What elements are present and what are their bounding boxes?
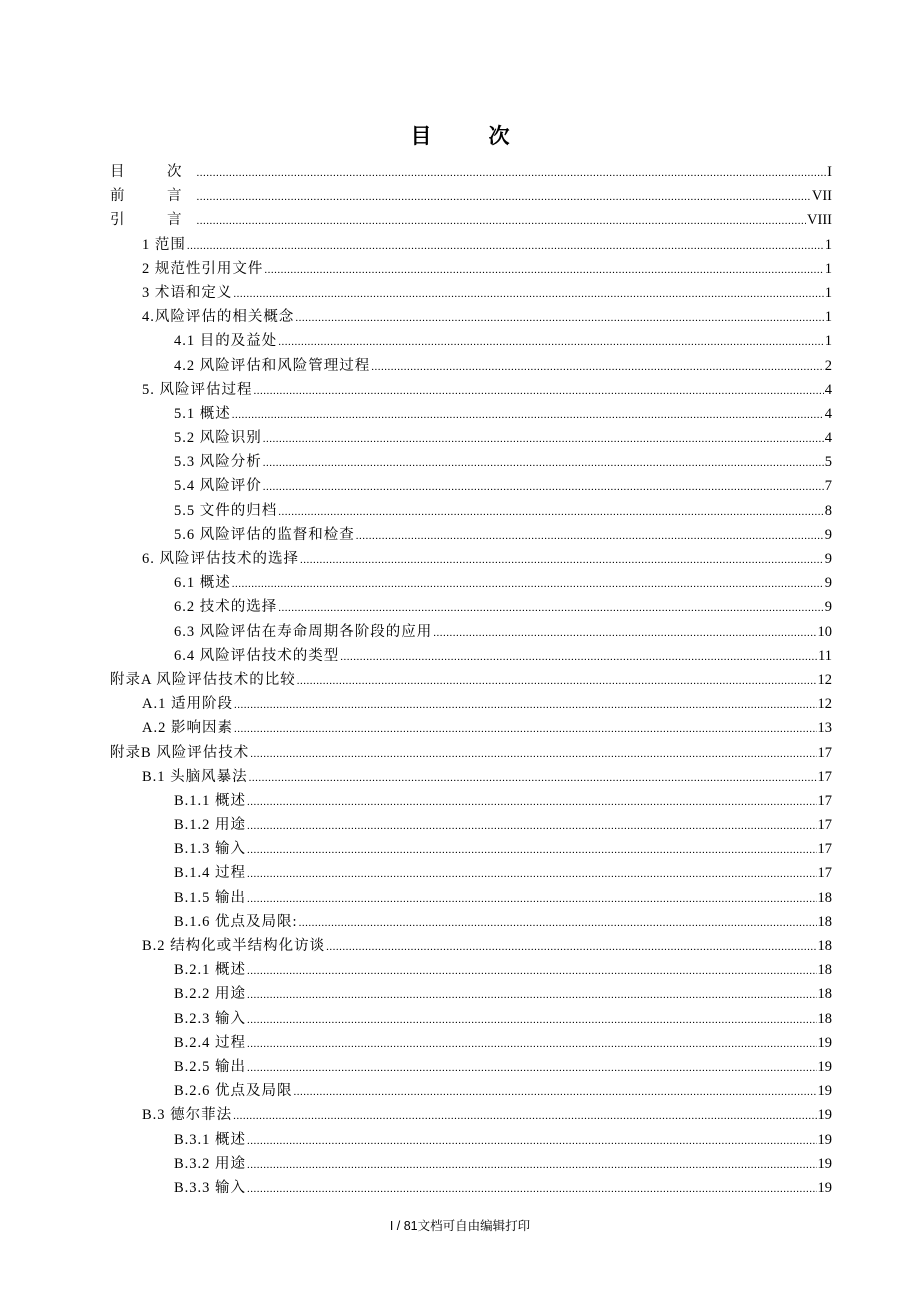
toc-entry-page-number: 10 [817,623,832,640]
toc-dot-leader [232,572,824,596]
toc-entry-label: 附录A 风险评估技术的比较 [110,671,296,688]
toc-entry-label: B.2 结构化或半结构化访谈 [142,938,326,954]
toc-entry-label: B.2.2 用途 [174,986,247,1003]
toc-dot-leader [250,742,816,766]
toc-dot-leader [249,766,817,790]
toc-entry-label: 6.3 风险评估在寿命周期各阶段的应用 [174,623,433,640]
toc-entry-page-number: 17 [817,768,832,785]
toc-entry-page-number: 13 [817,720,832,737]
toc-entry[interactable] [110,716,832,740]
toc-entry-page-number: 17 [817,841,832,858]
toc-entry[interactable] [110,1079,832,1103]
toc-entry-page-number: 4 [824,381,832,398]
toc-dot-leader [300,548,824,572]
toc-entry-page-number: 1 [824,260,832,277]
toc-dot-leader [197,185,811,209]
toc-entry-page-number: VII [811,188,832,205]
toc-entry-page-number: 5 [824,454,832,471]
toc-dot-leader [233,1104,816,1128]
toc-entry[interactable] [110,958,832,982]
toc-entry-label: 目 次 [110,164,196,180]
toc-entry-label: B.3.3 输入 [174,1179,247,1196]
toc-entry[interactable] [110,837,832,861]
toc-entry-page-number: 12 [817,671,832,688]
toc-entry[interactable] [110,305,832,329]
toc-entry-label: B.3 德尔菲法 [142,1107,233,1124]
toc-dot-leader [247,1129,816,1153]
toc-title: 目 次 [410,124,528,148]
toc-entry-label: B.3.2 用途 [174,1155,247,1172]
toc-entry-page-number: 18 [817,889,832,906]
toc-entry[interactable] [110,934,832,958]
toc-entry-page-number: 17 [817,792,832,809]
toc-dot-leader [233,282,823,306]
toc-dot-leader [247,862,816,886]
toc-dot-leader [263,475,824,499]
toc-dot-leader [254,379,824,403]
toc-entry-page-number: I [827,164,832,180]
toc-entry-page-number: 18 [817,913,832,930]
toc-entry-label: B.1.4 过程 [174,865,247,882]
toc-entry[interactable] [110,765,832,789]
toc-entry-label: 5.3 风险分析 [174,454,262,471]
toc-entry[interactable] [110,644,832,668]
toc-entry-label: B.3.1 概述 [174,1131,247,1148]
toc-dot-leader [197,161,827,185]
toc-entry[interactable] [110,402,832,426]
toc-entry-label: B.1.3 输入 [174,841,247,858]
toc-entry-page-number: 1 [824,309,832,326]
toc-entry-page-number: 18 [817,986,832,1003]
toc-entry-page-number: 17 [817,744,832,761]
toc-entry[interactable] [110,982,832,1006]
toc-entry-page-number: 1 [824,236,832,253]
toc-entry[interactable] [110,910,832,934]
toc-entry[interactable] [110,1007,832,1031]
toc-entry-label: 4.2 风险评估和风险管理过程 [174,357,371,374]
toc-entry[interactable] [110,620,832,644]
page-footer: I / 81文档可自由编辑打印 [389,1219,531,1233]
toc-dot-leader [247,838,816,862]
toc-entry-page-number: 7 [824,478,832,495]
toc-entry-label: 6.1 概述 [174,575,231,592]
toc-entry[interactable] [110,1055,832,1079]
toc-entry-label: 6. 风险评估技术的选择 [142,551,299,567]
toc-entry-label: 6.2 技术的选择 [174,599,278,616]
toc-entry-label: B.2.5 输出 [174,1058,247,1075]
toc-dot-leader [247,887,816,911]
toc-entry-page-number: 18 [817,938,832,954]
toc-entry[interactable] [110,789,832,813]
toc-dot-leader [297,669,817,693]
toc-entry[interactable] [110,571,832,595]
toc-entry-label: A.2 影响因素 [142,720,233,737]
toc-entry[interactable] [110,861,832,885]
toc-dot-leader [247,983,816,1007]
toc-entry-label: A.1 适用阶段 [142,696,233,713]
toc-entry[interactable] [110,233,832,257]
toc-entry-page-number: VIII [807,212,832,229]
toc-entry[interactable] [110,1031,832,1055]
toc-dot-leader [278,330,824,354]
toc-entry[interactable] [110,1176,832,1200]
toc-entry-label: 6.4 风险评估技术的类型 [174,647,340,664]
toc-entry[interactable] [110,160,832,184]
toc-entry-label: 5.1 概述 [174,405,231,422]
toc-dot-leader [371,355,824,379]
toc-entry-label: B.1.5 输出 [174,889,247,906]
toc-entry-page-number: 2 [824,357,832,374]
toc-entry-page-number: 18 [817,962,832,979]
toc-entry-page-number: 9 [824,526,832,543]
toc-dot-leader [234,717,817,741]
toc-entry-page-number: 19 [817,1131,832,1148]
toc-entry-page-number: 18 [817,1010,832,1027]
toc-dot-leader [247,1153,816,1177]
toc-dot-leader [326,935,816,959]
toc-entry[interactable] [110,378,832,402]
toc-entry-label: 4.风险评估的相关概念 [142,309,295,326]
toc-dot-leader [340,645,817,669]
toc-entry[interactable] [110,595,832,619]
toc-entry-page-number: 19 [817,1155,832,1172]
toc-list [110,160,832,1200]
toc-dot-leader [234,693,817,717]
toc-entry[interactable] [110,257,832,281]
toc-dot-leader [247,1008,816,1032]
toc-entry-page-number: 19 [817,1107,832,1124]
toc-entry[interactable] [110,474,832,498]
toc-entry-label: 附录B 风险评估技术 [110,744,250,761]
toc-entry-label: 5.6 风险评估的监督和检查 [174,526,355,543]
toc-entry-label: 5.2 风险识别 [174,430,262,447]
toc-entry[interactable] [110,208,832,232]
toc-entry-label: 引 言 [110,212,196,229]
toc-entry-page-number: 1 [824,284,832,301]
toc-entry[interactable] [110,499,832,523]
toc-entry-page-number: 19 [817,1034,832,1051]
toc-dot-leader [264,258,823,282]
toc-entry-page-number: 9 [824,599,832,616]
toc-entry-page-number: 19 [817,1083,832,1100]
toc-entry-label: 5. 风险评估过程 [142,381,253,398]
toc-entry-label: 前 言 [110,188,196,205]
toc-entry-label: 4.1 目的及益处 [174,333,278,350]
toc-entry[interactable] [110,1128,832,1152]
toc-entry[interactable] [110,692,832,716]
toc-dot-leader [247,790,816,814]
toc-entry-page-number: 17 [817,817,832,834]
toc-entry-label: B.2.1 概述 [174,962,247,979]
toc-entry-page-number: 19 [817,1058,832,1075]
toc-dot-leader [356,524,824,548]
toc-entry[interactable] [110,329,832,353]
toc-entry-label: 5.4 风险评价 [174,478,262,495]
toc-entry-label: B.1.1 概述 [174,792,247,809]
toc-entry[interactable] [110,450,832,474]
toc-entry[interactable] [110,547,832,571]
toc-dot-leader [299,911,817,935]
toc-entry[interactable] [110,741,832,765]
toc-entry[interactable] [110,426,832,450]
toc-dot-leader [197,209,807,233]
toc-dot-leader [294,1080,817,1104]
toc-entry-page-number: 17 [817,865,832,882]
toc-entry[interactable] [110,886,832,910]
toc-entry-page-number: 4 [824,405,832,422]
toc-entry-page-number: 9 [824,551,832,567]
toc-dot-leader [247,1177,816,1201]
toc-entry-label: 3 术语和定义 [142,284,233,301]
toc-entry[interactable] [110,523,832,547]
toc-dot-leader [278,500,824,524]
toc-dot-leader [247,1032,816,1056]
toc-entry-label: B.2.3 输入 [174,1010,247,1027]
toc-dot-leader [278,596,824,620]
toc-entry-label: B.2.4 过程 [174,1034,247,1051]
toc-dot-leader [247,959,816,983]
toc-entry[interactable] [110,281,832,305]
toc-entry[interactable] [110,668,832,692]
toc-dot-leader [263,451,824,475]
toc-dot-leader [232,403,824,427]
toc-entry-page-number: 1 [824,333,832,350]
toc-entry-label: 5.5 文件的归档 [174,502,278,519]
toc-entry[interactable] [110,1152,832,1176]
toc-entry-page-number: 9 [824,575,832,592]
toc-entry-label: B.1.2 用途 [174,817,247,834]
toc-dot-leader [247,814,816,838]
toc-entry-page-number: 8 [824,502,832,519]
toc-entry-label: 1 范围 [142,236,186,253]
toc-entry-page-number: 4 [824,430,832,447]
toc-entry-label: B.2.6 优点及局限 [174,1083,293,1100]
toc-entry-label: 2 规范性引用文件 [142,260,264,277]
toc-entry-page-number: 11 [818,647,832,664]
toc-dot-leader [295,306,823,330]
toc-entry-label: B.1 头脑风暴法 [142,768,248,785]
toc-entry-label: B.1.6 优点及局限: [174,913,298,930]
toc-entry[interactable] [110,813,832,837]
toc-entry[interactable] [110,354,832,378]
toc-entry[interactable] [110,184,832,208]
toc-dot-leader [247,1056,816,1080]
toc-entry[interactable] [110,1103,832,1127]
toc-dot-leader [187,234,824,258]
toc-entry-page-number: 12 [817,696,832,713]
toc-dot-leader [263,427,824,451]
toc-entry-page-number: 19 [817,1179,832,1196]
toc-dot-leader [433,621,816,645]
